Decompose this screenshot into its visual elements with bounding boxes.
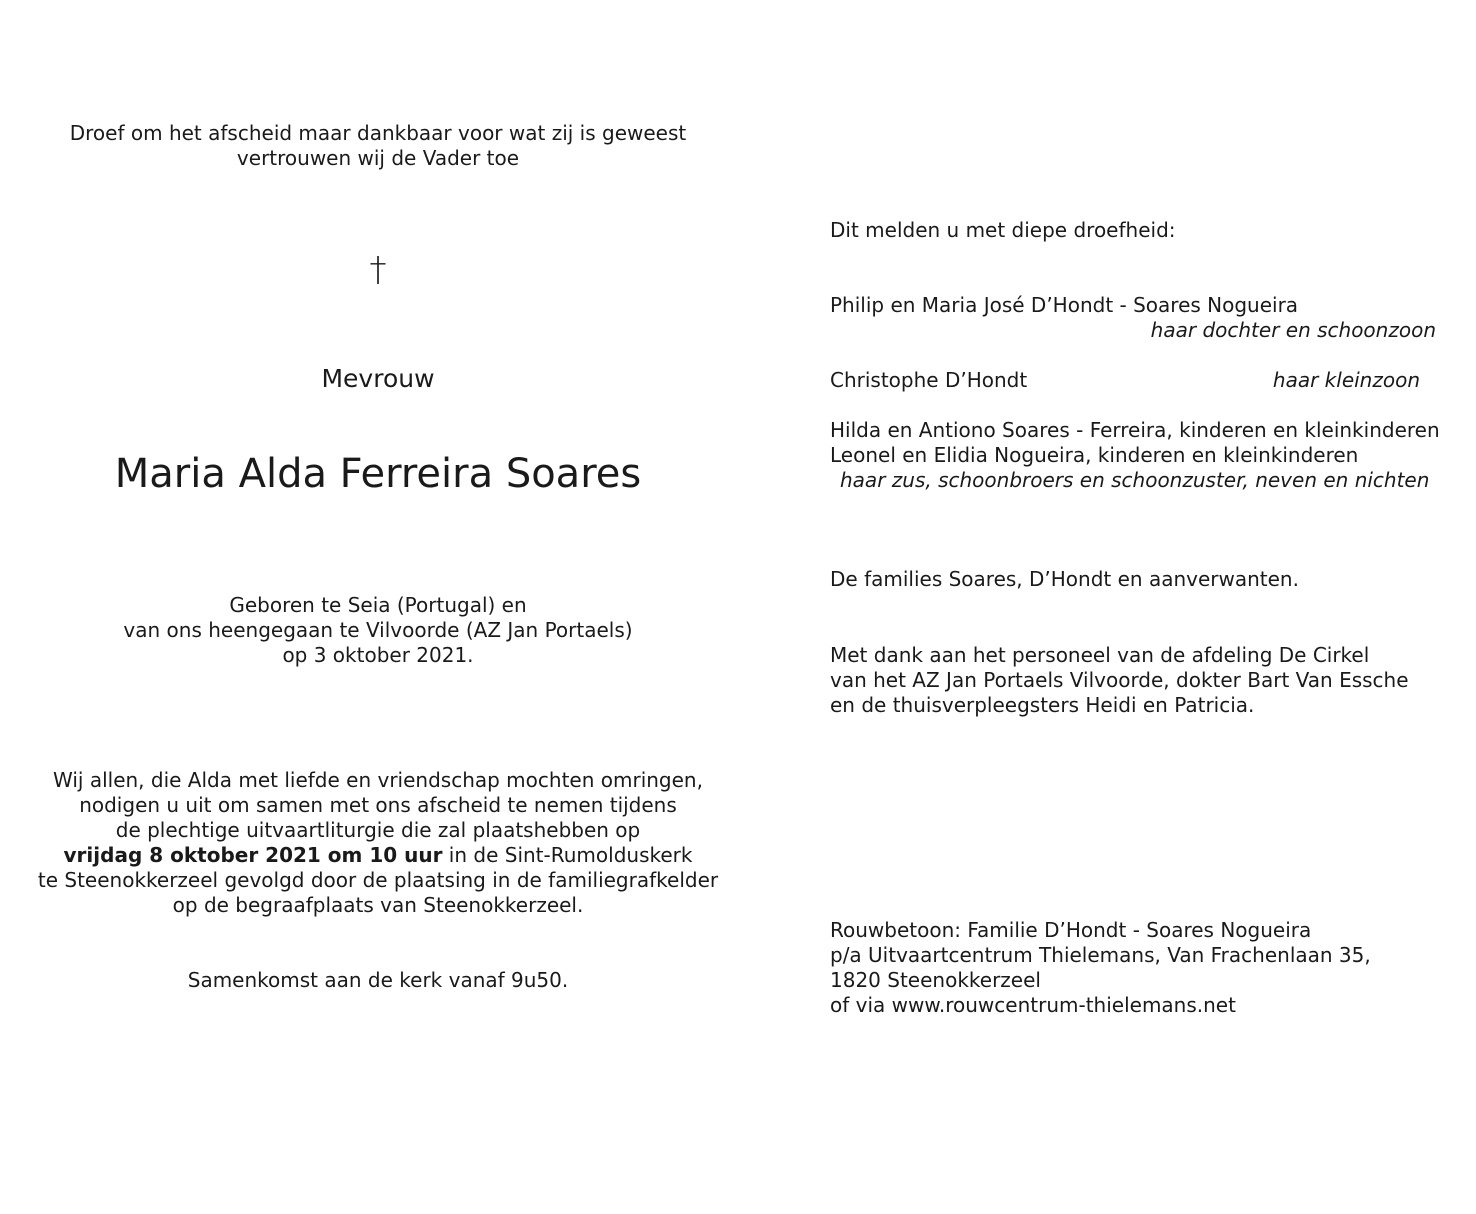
birth-line: Geboren te Seia (Portugal) en (229, 593, 527, 617)
announcement-intro: Dit melden u met diepe droefheid: (830, 218, 1176, 242)
cross-symbol: † (369, 250, 387, 290)
deceased-name: Maria Alda Ferreira Soares (114, 451, 642, 497)
invite-line: de plechtige uitvaartliturgie die zal plaatshebben op (115, 818, 641, 842)
funeral-date: vrijdag 8 oktober 2021 om 10 uur (63, 843, 443, 867)
motto-line: vertrouwen wij de Vader toe (236, 146, 520, 170)
motto-line: Droef om het afscheid maar dankbaar voor wat zij is geweest (69, 121, 687, 145)
motto (30, 121, 726, 171)
birth-info (30, 593, 726, 668)
thanks-line: Met dank aan het personeel van de afdeling De Cirkel (830, 643, 1370, 667)
funeral-invitation (30, 768, 726, 918)
invite-line: op de begraafplaats van Steenokkerzeel. (172, 893, 584, 917)
invite-line: te Steenokkerzeel gevolgd door de plaatsing in de familiegrafkelder (37, 868, 719, 892)
thanks-line: en de thuisverpleegsters Heidi en Patricia. (830, 693, 1255, 717)
invite-line-date (30, 843, 726, 868)
birth-line: op 3 oktober 2021. (282, 643, 474, 667)
families-line: De families Soares, D’Hondt en aanverwanten. (830, 567, 1299, 591)
funeral-location: in de Sint-Rumolduskerk (442, 843, 693, 867)
family-member-name: Philip en Maria José D’Hondt - Soares Nogueira (830, 293, 1299, 317)
condolence-line: Rouwbetoon: Familie D’Hondt - Soares Nogueira (830, 918, 1312, 942)
condolence-line: 1820 Steenokkerzeel (830, 968, 1041, 992)
condolence-line: p/a Uitvaartcentrum Thielemans, Van Frachenlaan 35, (830, 943, 1371, 967)
thanks-line: van het AZ Jan Portaels Vilvoorde, dokter Bart Van Essche (830, 668, 1409, 692)
family-member-name: Christophe D’Hondt (830, 368, 1028, 392)
condolence-address (830, 918, 1371, 1018)
sibling-line: Leonel en Elidia Nogueira, kinderen en kleinkinderen (830, 443, 1359, 467)
gathering-info: Samenkomst aan de kerk vanaf 9u50. (187, 968, 569, 992)
birth-line: van ons heengegaan te Vilvoorde (AZ Jan Portaels) (123, 618, 633, 642)
invite-line: Wij allen, die Alda met liefde en vriendschap mochten omringen, (53, 768, 703, 792)
salutation: Mevrouw (321, 364, 435, 393)
sibling-line: Hilda en Antiono Soares - Ferreira, kinderen en kleinkinderen (830, 418, 1440, 442)
family-member-relation: haar kleinzoon (1272, 368, 1420, 392)
family-member-relation: haar dochter en schoonzoon (1150, 318, 1436, 342)
invite-line: nodigen u uit om samen met ons afscheid te nemen tijdens (79, 793, 677, 817)
siblings-relation: haar zus, schoonbroers en schoonzuster, neven en nichten (840, 468, 1430, 492)
condolence-website: of via www.rouwcentrum-thielemans.net (830, 993, 1236, 1017)
siblings (830, 418, 1440, 468)
thanks (830, 643, 1409, 718)
